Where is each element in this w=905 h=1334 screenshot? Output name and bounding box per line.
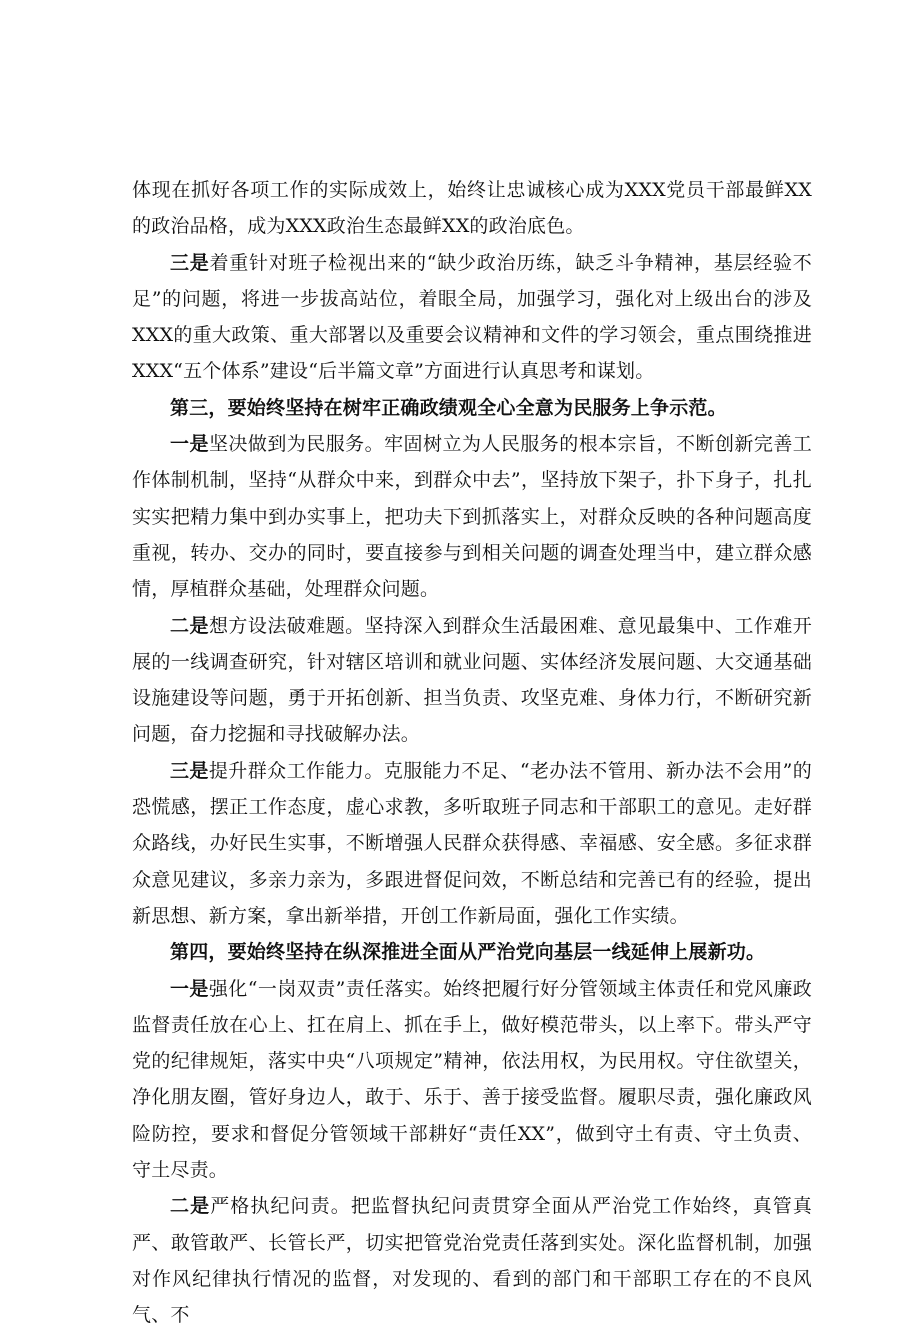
paragraph-text: 强化“一岗双责”责任落实。始终把履行好分管领域主体责任和党风廉政监督责任放在心上、扛在肩上、抓在手上，做好模范带头，以上率下。带头严守党的纪律规矩，落实中央“八项规定”精神，依法用权，为民用权。守住欲望关，净化朋友圈，管好身边人，敢于、乐于、善于接受监督。履职尽责，强化廉政风险防控，要求和督促分管领域干部耕好“责任XX”，做到守土有责、守土负责、守土尽责。 [132, 977, 812, 1182]
item-lead: 二是 [170, 614, 209, 637]
paragraph-item [132, 1188, 812, 1333]
paragraph-text: 着重针对班子检视出来的“缺少政治历练，缺乏斗争精神，基层经验不足”的问题，将进一步拔高站位，着眼全局，加强学习，强化对上级出台的涉及XXX的重大政策、重大部署以及重要会议精神和文件的学习领会，重点围绕推进XXX“五个体系”建设“后半篇文章”方面进行认真思考和谋划。 [132, 251, 812, 383]
paragraph-item [132, 245, 812, 390]
paragraph-item [132, 608, 812, 753]
paragraph-text: 体现在抓好各项工作的实际成效上，始终让忠诚核心成为XXX党员干部最鲜XX的政治品格，成为XXX政治生态最鲜XX的政治底色。 [132, 179, 812, 238]
item-lead: 二是 [170, 1195, 211, 1218]
item-lead: 一是 [170, 433, 209, 456]
paragraph-item [132, 971, 812, 1189]
paragraph-text: 严格执纪问责。把监督执纪问责贯穿全面从严治党工作始终，真管真严、敢管敢严、长管长严，切实把管党治党责任落到实处。深化监督机制，加强对作风纪律执行情况的监督，对发现的、看到的部门和干部职工存在的不良风气、不 [132, 1195, 812, 1327]
paragraph-text: 坚决做到为民服务。牢固树立为人民服务的根本宗旨，不断创新完善工作体制机制，坚持“从群众中来，到群众中去”，坚持放下架子，扑下身子，扎扎实实把精力集中到办实事上，把功夫下到抓落实上，对群众反映的各种问题高度重视，转办、交办的同时，要直接参与到相关问题的调查处理当中，建立群众感情，厚植群众基础，处理群众问题。 [132, 433, 813, 601]
item-lead: 三是 [170, 759, 209, 782]
item-lead: 一是 [170, 977, 209, 1000]
section-heading [132, 934, 812, 970]
section-heading [132, 390, 812, 426]
paragraph-continuation [132, 172, 812, 245]
heading-text: 第四，要始终坚持在纵深推进全面从严治党向基层一线延伸上展新功。 [170, 941, 766, 964]
heading-text: 第三，要始终坚持在树牢正确政绩观全心全意为民服务上争示范。 [170, 396, 727, 419]
item-lead: 三是 [170, 251, 210, 274]
paragraph-text: 想方设法破难题。坚持深入到群众生活最困难、意见最集中、工作难开展的一线调查研究，针对辖区培训和就业问题、实体经济发展问题、大交通基础设施建设等问题，勇于开拓创新、担当负责、攻坚克难、身体力行，不断研究新问题，奋力挖掘和寻找破解办法。 [132, 614, 813, 746]
document-body [132, 172, 812, 1334]
paragraph-item [132, 753, 812, 934]
paragraph-text: 提升群众工作能力。克服能力不足、“老办法不管用、新办法不会用”的恐慌感，摆正工作态度，虚心求教，多听取班子同志和干部职工的意见。走好群众路线，办好民生实事，不断增强人民群众获得感、幸福感、安全感。多征求群众意见建议，多亲力亲为，多跟进督促问效，不断总结和完善已有的经验，提出新思想、新方案，拿出新举措，开创工作新局面，强化工作实绩。 [132, 759, 812, 927]
paragraph-item [132, 426, 812, 607]
